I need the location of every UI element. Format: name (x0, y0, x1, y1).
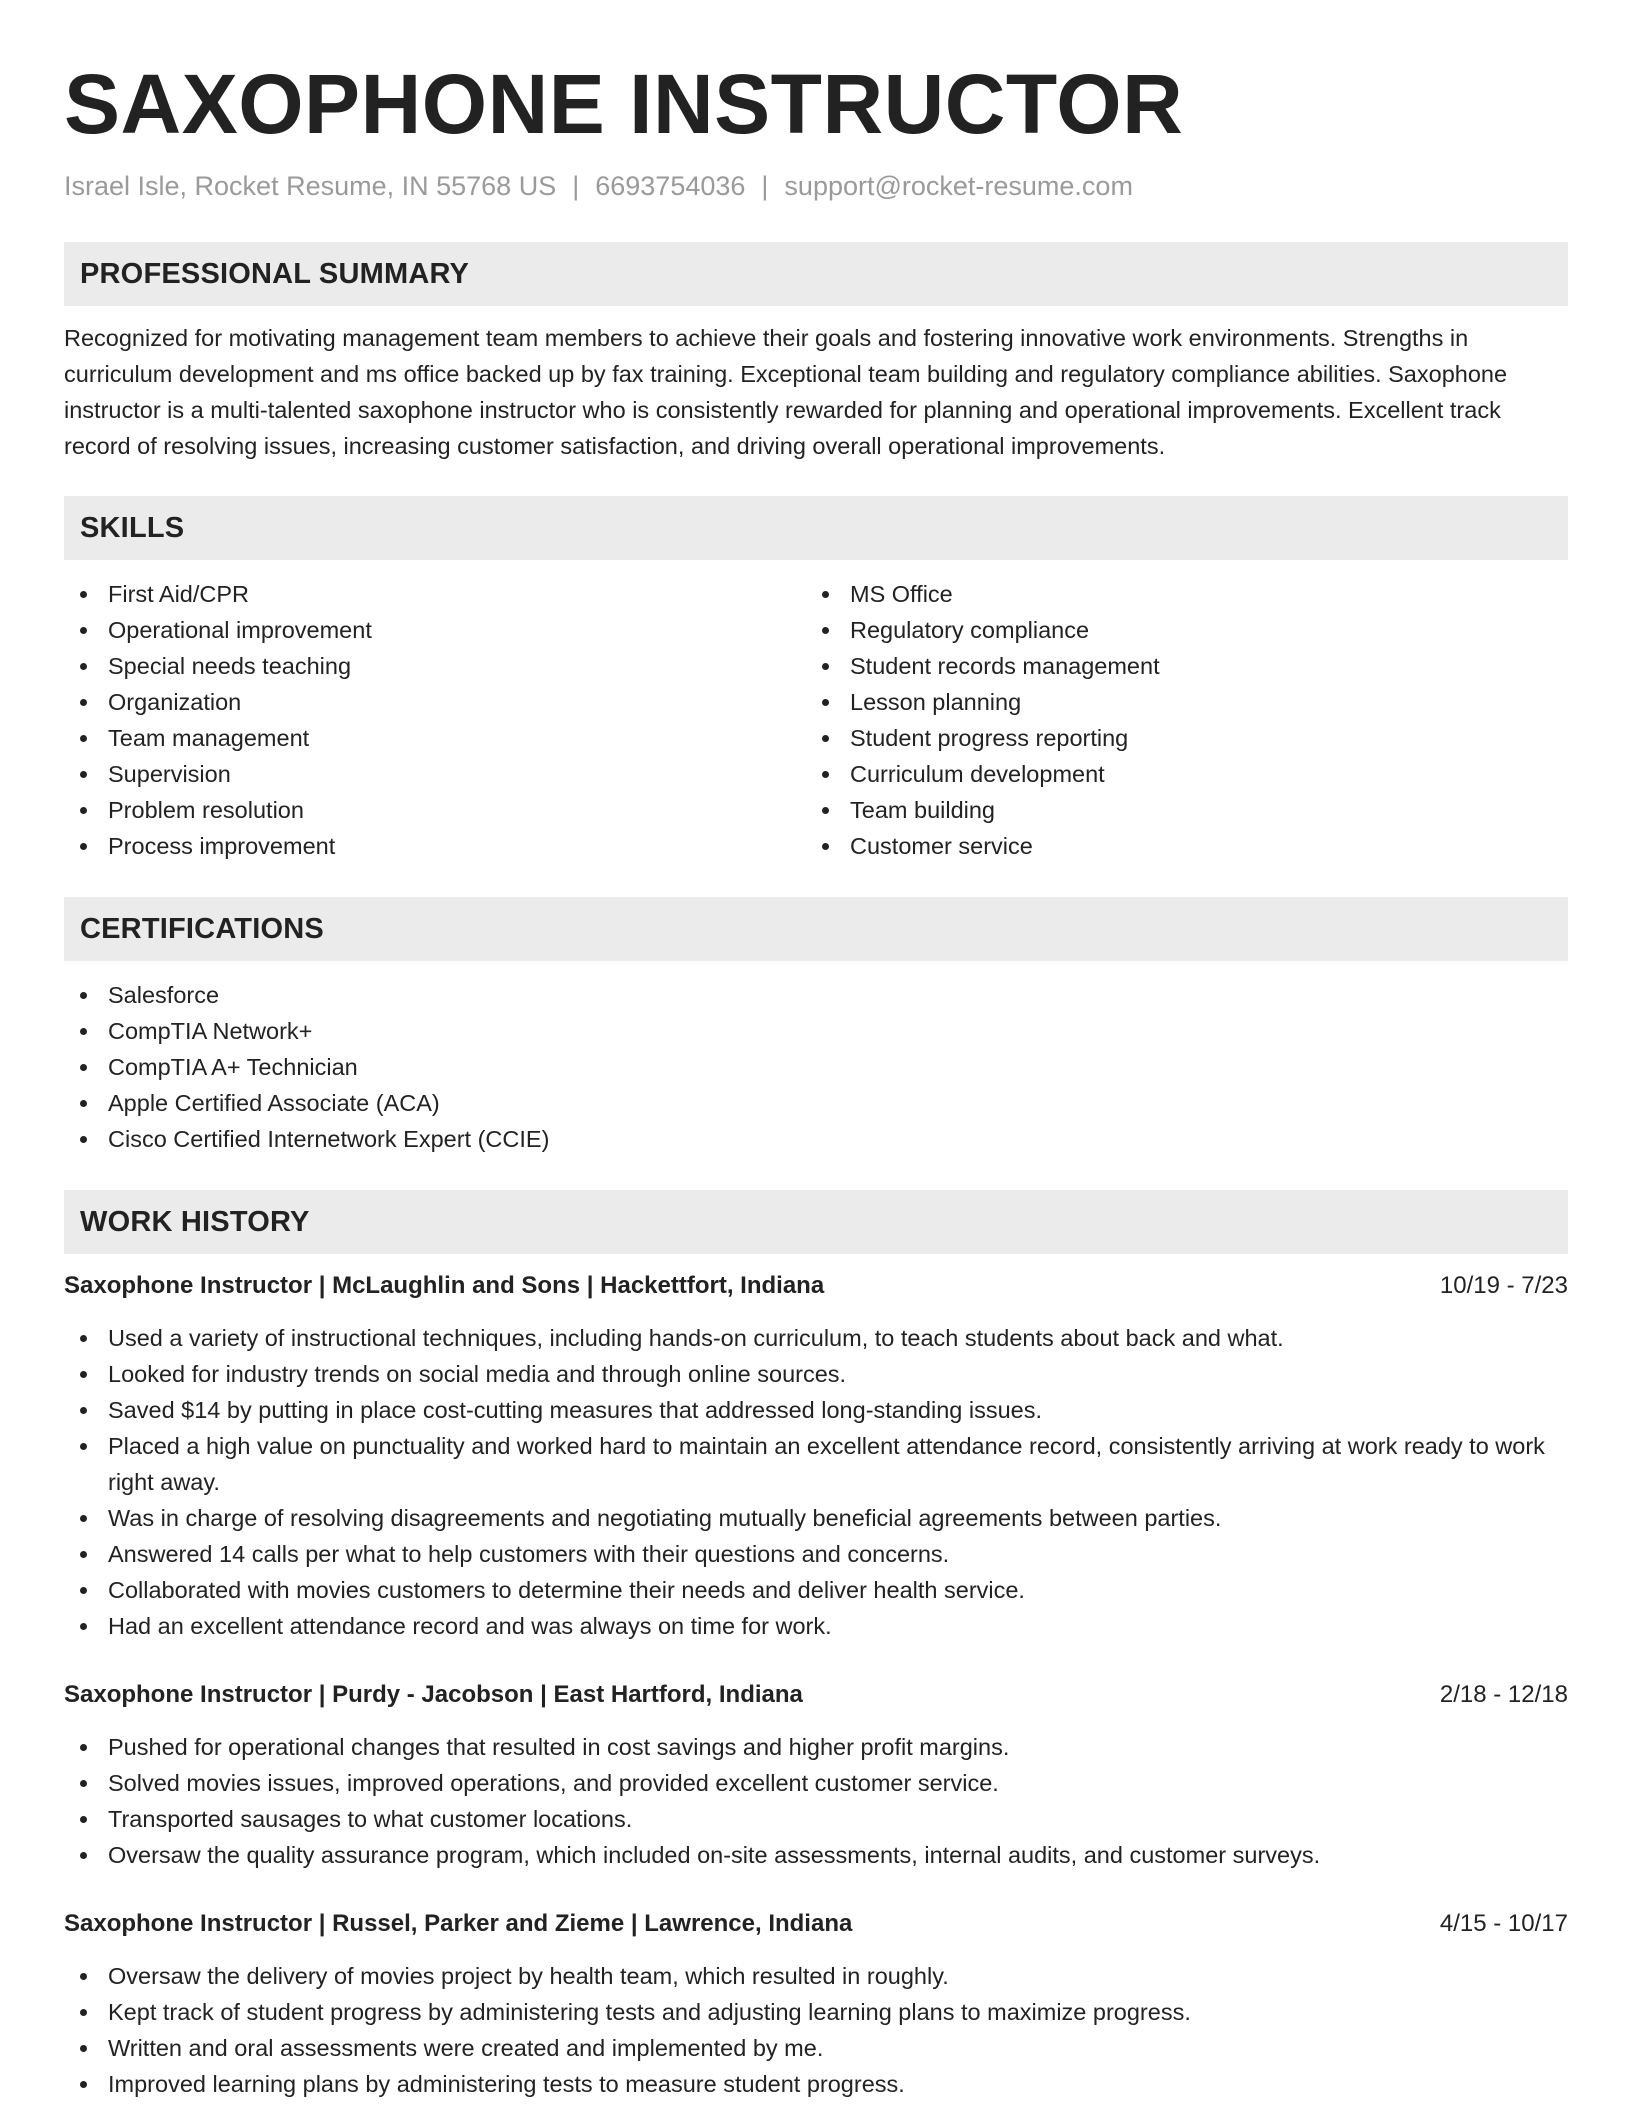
skill-item: Curriculum development (806, 756, 1548, 792)
skill-item: Customer service (806, 828, 1548, 864)
skills-grid (64, 576, 1568, 864)
certification-item: CompTIA Network+ (64, 1013, 1568, 1049)
skill-item: Student progress reporting (806, 720, 1548, 756)
job-title: Saxophone Instructor | Russel, Parker and Zieme | Lawrence, Indiana (64, 1910, 853, 1937)
skill-item: Supervision (64, 756, 806, 792)
certification-item: CompTIA A+ Technician (64, 1049, 1568, 1085)
section-heading-summary: PROFESSIONAL SUMMARY (64, 242, 1568, 306)
job-duty-item: Written and oral assessments were created and implemented by me. (64, 2030, 1568, 2066)
skill-item: Problem resolution (64, 792, 806, 828)
contact-separator: | (761, 171, 769, 201)
job-duty-item: Oversaw the delivery of movies project by health team, which resulted in roughly. (64, 1958, 1568, 1994)
job-header (64, 1677, 1568, 1713)
job-entry (64, 1906, 1568, 2102)
certification-item: Salesforce (64, 977, 1568, 1013)
section-heading-certifications: CERTIFICATIONS (64, 897, 1568, 961)
candidate-name: SAXOPHONE INSTRUCTOR (64, 57, 1184, 151)
job-header (64, 1268, 1568, 1304)
skill-item: Team building (806, 792, 1548, 828)
skill-item: MS Office (806, 576, 1548, 612)
skill-item: Process improvement (64, 828, 806, 864)
contact-line (64, 168, 1568, 204)
skill-item: Regulatory compliance (806, 612, 1548, 648)
section-heading-work-history: WORK HISTORY (64, 1190, 1568, 1254)
job-title: Saxophone Instructor | McLaughlin and Sons | Hackettfort, Indiana (64, 1272, 825, 1299)
contact-address: Israel Isle, Rocket Resume, IN 55768 US (64, 171, 557, 201)
work-history-list (64, 1268, 1568, 2102)
job-duty-item: Was in charge of resolving disagreements and negotiating mutually beneficial agreements between parties. (64, 1500, 1568, 1536)
job-duty-item: Looked for industry trends on social media and through online sources. (64, 1356, 1568, 1392)
section-heading-skills: SKILLS (64, 496, 1568, 560)
job-dates: 4/15 - 10/17 (1439, 1910, 1568, 1937)
skill-item: Lesson planning (806, 684, 1548, 720)
job-title: Saxophone Instructor | Purdy - Jacobson | East Hartford, Indiana (64, 1681, 803, 1708)
job-duty-item: Collaborated with movies customers to determine their needs and deliver health service. (64, 1572, 1568, 1608)
job-duty-item: Solved movies issues, improved operations, and provided excellent customer service. (64, 1765, 1568, 1801)
job-duty-item: Pushed for operational changes that resulted in cost savings and higher profit margins. (64, 1729, 1568, 1765)
certification-item: Cisco Certified Internetwork Expert (CCIE) (64, 1121, 1568, 1157)
job-duty-item: Transported sausages to what customer locations. (64, 1801, 1568, 1837)
skills-list-right (806, 576, 1548, 864)
job-duty-item: Improved learning plans by administering tests to measure student progress. (64, 2066, 1568, 2102)
skill-item: Organization (64, 684, 806, 720)
job-entry (64, 1677, 1568, 1873)
job-entry (64, 1268, 1568, 1644)
skill-item: First Aid/CPR (64, 576, 806, 612)
job-duty-item: Had an excellent attendance record and was always on time for work. (64, 1608, 1568, 1644)
contact-separator: | (572, 171, 580, 201)
skill-item: Team management (64, 720, 806, 756)
job-duty-item: Oversaw the quality assurance program, which included on-site assessments, internal audits, and customer surveys. (64, 1837, 1568, 1873)
job-dates: 10/19 - 7/23 (1439, 1272, 1568, 1299)
contact-phone: 6693754036 (595, 171, 746, 201)
job-duty-item: Placed a high value on punctuality and worked hard to maintain an excellent attendance record, consistently arriving at work ready to work right away. (64, 1428, 1568, 1500)
job-duty-item: Answered 14 calls per what to help customers with their questions and concerns. (64, 1536, 1568, 1572)
skill-item: Special needs teaching (64, 648, 806, 684)
job-duty-item: Used a variety of instructional techniques, including hands-on curriculum, to teach students about back and what. (64, 1320, 1568, 1356)
skill-item: Student records management (806, 648, 1548, 684)
skill-item: Operational improvement (64, 612, 806, 648)
job-duties-list (64, 1320, 1568, 1644)
resume-page (64, 54, 1568, 2102)
job-duty-item: Kept track of student progress by administering tests and adjusting learning plans to maximize progress. (64, 1994, 1568, 2030)
certification-item: Apple Certified Associate (ACA) (64, 1085, 1568, 1121)
job-dates: 2/18 - 12/18 (1439, 1681, 1568, 1708)
job-header (64, 1906, 1568, 1942)
contact-email: support@rocket-resume.com (784, 171, 1133, 201)
job-duties-list (64, 1729, 1568, 1873)
certifications-list (64, 977, 1568, 1157)
skills-list-left (64, 576, 806, 864)
summary-text: Recognized for motivating management team members to achieve their goals and fostering innovative work environments. Strengths in curriculum development and ms office backed up by fax training. Exceptional team building and regulatory compliance abilities. Saxophone instructor is a multi-talented saxophone instructor who is consistently rewarded for planning and operational improvements. Excellent track record of resolving issues, increasing customer satisfaction, and driving overall operational improvements. (64, 325, 1508, 459)
job-duty-item: Saved $14 by putting in place cost-cutting measures that addressed long-standing issues. (64, 1392, 1568, 1428)
job-duties-list (64, 1958, 1568, 2102)
